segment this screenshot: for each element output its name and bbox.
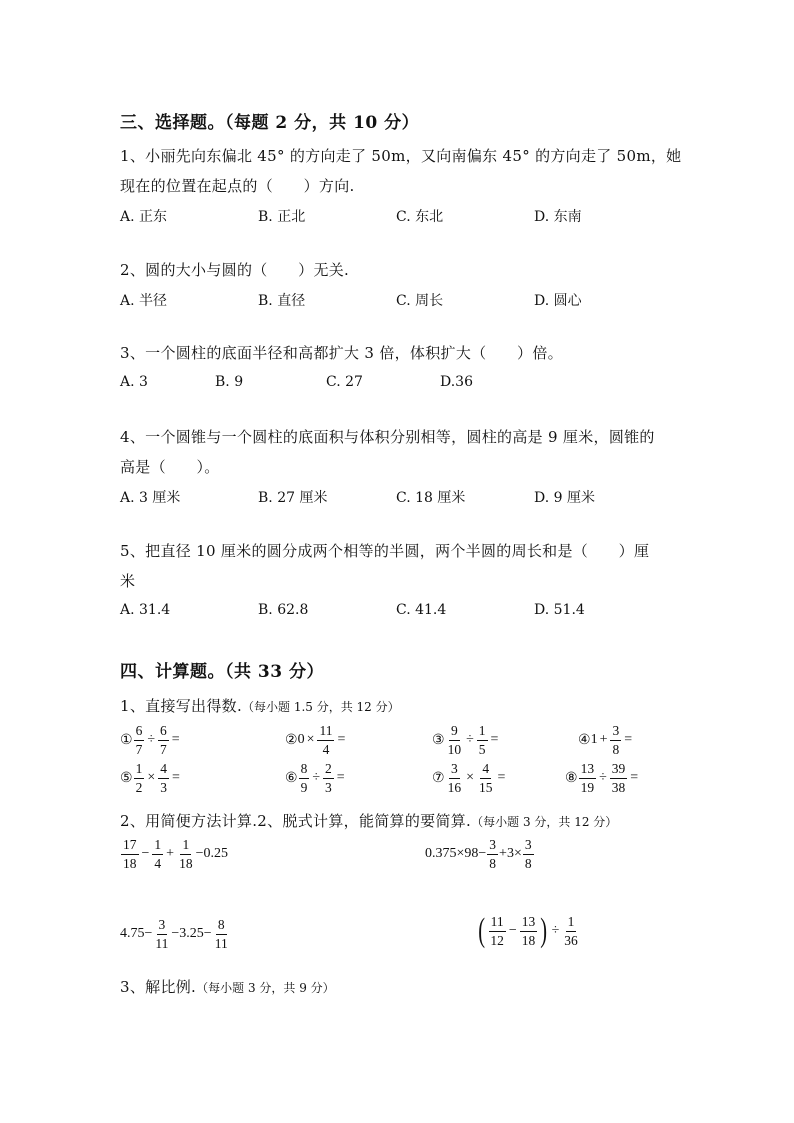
question-4-option-c[interactable]: C. 18 厘米 — [396, 490, 466, 506]
equals: = — [337, 732, 346, 747]
direct-calc-1 — [120, 724, 182, 756]
numerator: 13 — [520, 915, 538, 932]
question-2-option-b[interactable]: B. 直径 — [258, 293, 306, 309]
numerator: 11 — [317, 724, 334, 741]
operator: ÷ — [147, 732, 155, 747]
item-mark: ③ — [432, 732, 445, 748]
question-3-option-d[interactable]: D.36 — [440, 374, 473, 390]
question-4-option-b[interactable]: B. 27 厘米 — [258, 490, 328, 506]
operator: − — [141, 846, 150, 861]
direct-calc-2 — [285, 724, 347, 756]
numerator: 3 — [610, 724, 621, 741]
item-mark: ⑧ — [565, 770, 578, 786]
denominator: 9 — [300, 779, 308, 795]
numerator: 8 — [299, 762, 310, 779]
numerator: 17 — [121, 838, 139, 855]
numerator: 6 — [134, 724, 145, 741]
operator: ÷ — [466, 732, 474, 747]
equals: = — [490, 732, 499, 747]
fraction — [158, 724, 169, 756]
denominator: 18 — [179, 855, 193, 871]
direct-calc-5 — [120, 762, 182, 794]
fraction — [134, 762, 145, 794]
part-3-heading — [120, 976, 335, 997]
question-3-option-a[interactable]: A. 3 — [120, 374, 148, 390]
fraction — [317, 724, 334, 756]
numerator: 1 — [180, 838, 191, 855]
fraction — [446, 762, 464, 794]
part-2-label: 2、用简便方法计算.2、脱式计算，能简算的要简算. — [120, 812, 472, 830]
item-mark: ④ — [578, 732, 591, 748]
question-5-line-1: 5、把直径 10 厘米的圆分成两个相等的半圆，两个半圆的周长和是（ ）厘 — [120, 542, 650, 560]
operand: 0 — [297, 732, 305, 747]
denominator: 36 — [564, 932, 578, 948]
question-2-line-1: 2、圆的大小与圆的（ ）无关. — [120, 261, 350, 279]
operand: −3.25− — [171, 926, 212, 941]
numerator: 1 — [477, 724, 488, 741]
question-3-line-1: 3、一个圆柱的底面半径和高都扩大 3 倍，体积扩大（ ）倍。 — [120, 344, 563, 362]
part-1-note: （每小题 1.5 分，共 12 分） — [242, 700, 400, 714]
operand: 1 — [590, 732, 598, 747]
question-1-option-a[interactable]: A. 正东 — [120, 209, 168, 225]
denominator: 8 — [524, 855, 532, 871]
equals: = — [171, 732, 180, 747]
denominator: 38 — [611, 779, 626, 795]
operator: ÷ — [599, 770, 607, 785]
equals: = — [630, 770, 639, 785]
question-5-option-d[interactable]: D. 51.4 — [534, 602, 585, 618]
section-title-calculation: 四、计算题。（共 33 分） — [120, 662, 324, 682]
numerator: 8 — [216, 918, 227, 935]
denominator: 8 — [612, 741, 620, 757]
denominator: 11 — [155, 935, 169, 951]
fraction — [213, 918, 230, 950]
equals: = — [497, 770, 506, 785]
operator: ÷ — [551, 923, 560, 938]
fraction — [488, 915, 506, 947]
numerator: 4 — [480, 762, 491, 779]
question-1-line-2: 现在的位置在起点的（ ）方向. — [120, 177, 355, 195]
part-1-label: 1、直接写出得数. — [120, 697, 243, 715]
denominator: 18 — [123, 855, 137, 871]
expression-4 — [476, 914, 581, 948]
question-1-option-c[interactable]: C. 东北 — [396, 209, 444, 225]
operand: 4.75− — [120, 926, 153, 941]
numerator: 2 — [323, 762, 334, 779]
left-paren: ( — [478, 912, 486, 949]
item-mark: ① — [120, 732, 133, 748]
denominator: 3 — [160, 779, 167, 795]
operand: +3× — [499, 846, 522, 861]
numerator: 4 — [158, 762, 169, 779]
equals: = — [171, 770, 180, 785]
direct-calc-4 — [578, 724, 634, 756]
item-mark: ⑦ — [432, 770, 445, 786]
question-1-line-1: 1、小丽先向东偏北 45° 的方向走了 50m，又向南偏东 45° 的方向走了 50m，她 — [120, 147, 682, 165]
denominator: 19 — [580, 779, 595, 795]
direct-calc-3 — [432, 724, 500, 756]
fraction — [121, 838, 139, 870]
fraction — [610, 724, 621, 756]
question-5-option-a[interactable]: A. 31.4 — [120, 602, 171, 618]
question-4-line-2: 高是（ ）。 — [120, 458, 220, 476]
fraction — [477, 762, 495, 794]
right-paren: ) — [540, 912, 548, 949]
numerator: 1 — [134, 762, 145, 779]
item-mark: ② — [285, 732, 298, 748]
operator: − — [508, 923, 517, 938]
fraction — [446, 724, 464, 756]
fraction — [177, 838, 195, 870]
part-3-label: 3、解比例. — [120, 978, 197, 996]
numerator: 39 — [610, 762, 628, 779]
direct-calc-6 — [285, 762, 347, 794]
operator: + — [166, 846, 175, 861]
numerator: 3 — [157, 918, 168, 935]
question-4-option-d[interactable]: D. 9 厘米 — [534, 490, 595, 506]
fraction — [477, 724, 488, 756]
operand: −0.25 — [195, 846, 228, 861]
denominator: 2 — [135, 779, 143, 795]
question-3-option-b[interactable]: B. 9 — [215, 374, 244, 390]
fraction — [152, 838, 163, 870]
question-5-option-c[interactable]: C. 41.4 — [396, 602, 447, 618]
denominator: 7 — [135, 741, 143, 757]
question-5-line-2: 米 — [120, 572, 136, 590]
question-2-option-c[interactable]: C. 周长 — [396, 293, 444, 309]
numerator: 6 — [158, 724, 169, 741]
fraction — [562, 915, 580, 947]
item-mark: ⑥ — [285, 770, 298, 786]
question-4-line-1: 4、一个圆锥与一个圆柱的底面积与体积分别相等，圆柱的高是 9 厘米，圆锥的 — [120, 428, 655, 446]
numerator: 13 — [579, 762, 597, 779]
numerator: 3 — [523, 838, 534, 855]
fraction — [487, 838, 498, 870]
numerator: 3 — [487, 838, 498, 855]
denominator: 3 — [325, 779, 332, 795]
question-3-option-c[interactable]: C. 27 — [326, 374, 363, 390]
expression-2 — [425, 838, 535, 870]
denominator: 5 — [478, 741, 486, 757]
numerator: 11 — [489, 915, 506, 932]
item-mark: ⑤ — [120, 770, 133, 786]
denominator: 4 — [322, 741, 330, 757]
question-1-option-d[interactable]: D. 东南 — [534, 209, 582, 225]
operator: × — [306, 732, 315, 747]
part-2-heading — [120, 810, 617, 831]
fraction — [520, 915, 538, 947]
numerator: 1 — [152, 838, 163, 855]
fraction — [579, 762, 597, 794]
fraction — [134, 724, 145, 756]
question-5-option-b[interactable]: B. 62.8 — [258, 602, 309, 618]
denominator: 7 — [160, 741, 167, 757]
part-1-heading — [120, 695, 400, 716]
operator: × — [147, 770, 156, 785]
fraction — [610, 762, 628, 794]
operator: ÷ — [312, 770, 320, 785]
part-3-note: （每小题 3 分，共 9 分） — [196, 981, 335, 995]
denominator: 10 — [447, 741, 462, 757]
operator: + — [599, 732, 608, 747]
question-1-option-b[interactable]: B. 正北 — [258, 209, 306, 225]
expression-3 — [120, 918, 231, 950]
question-2-option-a[interactable]: A. 半径 — [120, 293, 168, 309]
denominator: 18 — [521, 932, 536, 948]
equals: = — [336, 770, 345, 785]
denominator: 12 — [490, 932, 504, 948]
denominator: 15 — [478, 779, 493, 795]
numerator: 1 — [566, 915, 577, 932]
denominator: 8 — [489, 855, 497, 871]
question-4-option-a[interactable]: A. 3 厘米 — [120, 490, 181, 506]
fraction — [323, 762, 334, 794]
part-2-note: （每小题 3 分，共 12 分） — [471, 815, 618, 829]
denominator: 11 — [214, 935, 228, 951]
question-2-option-d[interactable]: D. 圆心 — [534, 293, 582, 309]
fraction — [523, 838, 534, 870]
fraction — [153, 918, 170, 950]
denominator: 16 — [447, 779, 462, 795]
numerator: 9 — [449, 724, 460, 741]
operator: × — [466, 770, 474, 785]
operand: 0.375×98− — [425, 846, 487, 861]
direct-calc-7 — [432, 762, 507, 794]
expression-1 — [120, 838, 228, 870]
fraction — [158, 762, 169, 794]
numerator: 3 — [449, 762, 460, 779]
section-title-choice: 三、选择题。（每题 2 分，共 10 分） — [120, 113, 420, 133]
denominator: 4 — [154, 855, 162, 871]
equals: = — [624, 732, 633, 747]
direct-calc-8 — [565, 762, 640, 794]
fraction — [299, 762, 310, 794]
